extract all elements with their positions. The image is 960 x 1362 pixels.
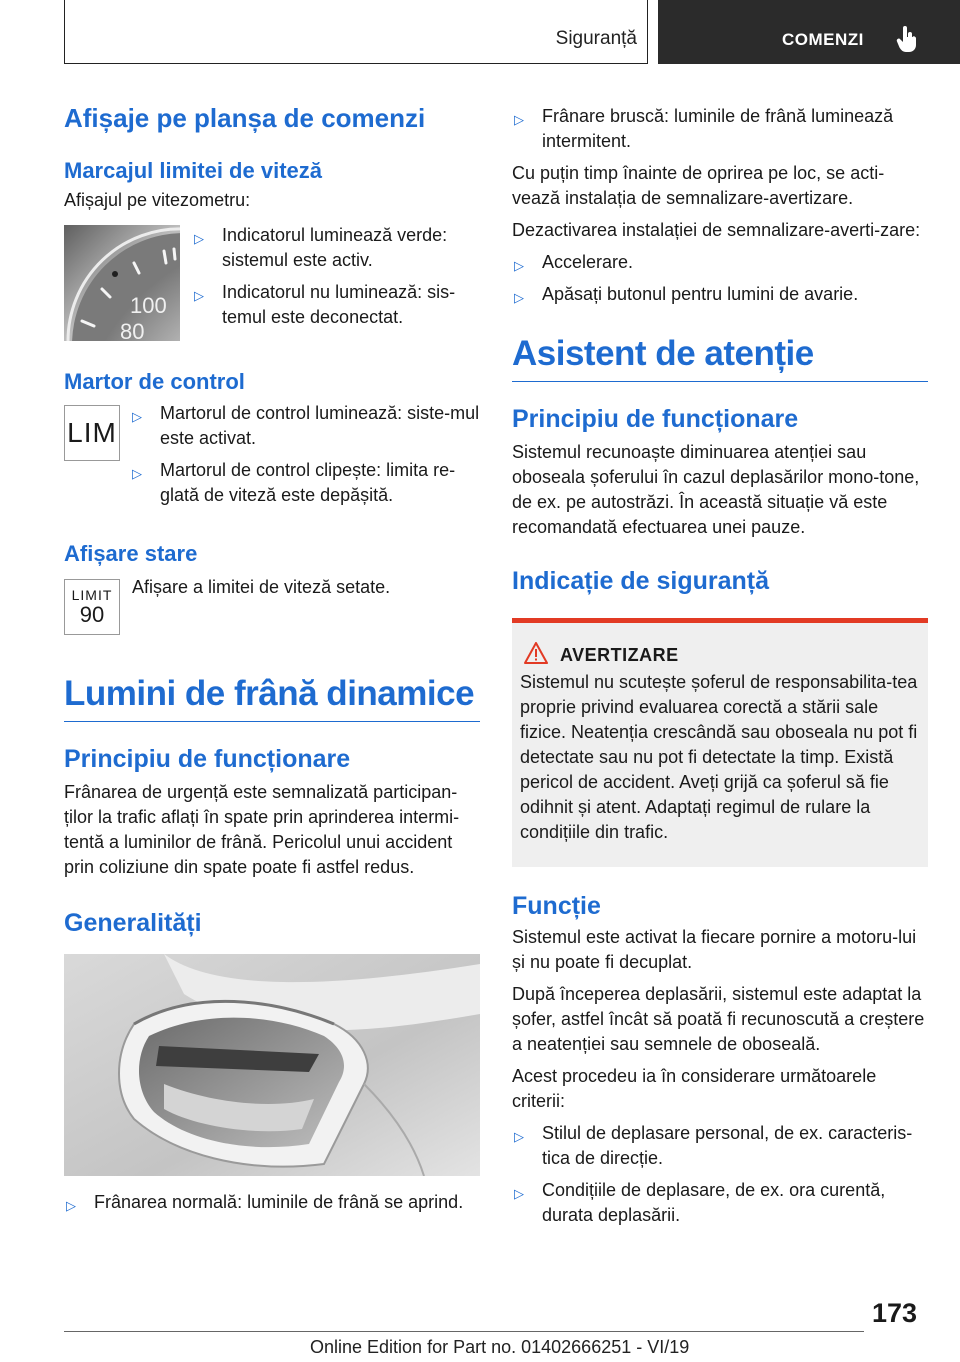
list-item: ▷ Stilul de deplasare personal, de ex. caracteris-tica de direcție. bbox=[514, 1123, 913, 1168]
triangle-bullet-icon: ▷ bbox=[514, 112, 524, 127]
list-item: ▷ Accelerare. bbox=[512, 250, 928, 275]
text-afisaj: Afișajul pe vitezometru: bbox=[64, 190, 251, 210]
heading-afisaje: Afișaje pe planșa de comenzi bbox=[64, 103, 426, 133]
speedo-row bbox=[64, 225, 480, 341]
stare-row bbox=[64, 579, 480, 635]
martor-bullet-list bbox=[130, 401, 480, 515]
triangle-bullet-icon: ▷ bbox=[66, 1198, 76, 1213]
header-chapter-tab[interactable] bbox=[658, 0, 960, 64]
text-p2: Dezactivarea instalației de semnalizare-averti-zare: bbox=[512, 220, 921, 240]
heading-lumini: Lumini de frână dinamice bbox=[64, 674, 475, 713]
triangle-bullet-icon: ▷ bbox=[194, 288, 204, 303]
warning-triangle-icon bbox=[524, 642, 548, 664]
list-item: ▷ Frânare bruscă: luminile de frână luminează intermitent. bbox=[514, 106, 894, 151]
speedo-80-label: 80 bbox=[120, 319, 145, 341]
heading-indicatie: Indicație de siguranță bbox=[512, 567, 770, 595]
header-section-label: Siguranță bbox=[555, 28, 637, 49]
heading-asistent: Asistent de atenție bbox=[512, 334, 814, 373]
triangle-bullet-icon: ▷ bbox=[514, 290, 524, 305]
general-bullet-list bbox=[64, 1190, 480, 1215]
warning-text: Sistemul nu scutește șoferul de responsabilita-tea proprie privind evaluarea corectă a stării sale fizice. Neatenția crescândă sau oboseala nu pot fi detectate sau nu pot fi detectate la timp. Există pericol de accident. Aveți grijă ca șoferul să fie odihnit și atent. Adaptați regimul de rulare la condițiile din trafic. bbox=[520, 672, 918, 842]
header-section-box bbox=[64, 0, 648, 64]
footer-divider bbox=[64, 1331, 864, 1332]
lim-indicator-icon: LIM bbox=[64, 405, 120, 461]
warning-box bbox=[512, 618, 928, 867]
top-bullet-list bbox=[512, 104, 928, 154]
text-p1: Cu puțin timp înainte de oprirea pe loc, se acti-vează instalația de semnalizare-avertizare. bbox=[512, 163, 885, 208]
text-stare: Afișare a limitei de viteză setate. bbox=[132, 577, 391, 597]
text-principiu-right: Sistemul recunoaște diminuarea atenției sau oboseala șoferului în cazul deplasărilor mono-tone, de ex. pe autostrăzi. În această situație vă este recomandată efectuarea unei pauze. bbox=[512, 442, 920, 537]
triangle-bullet-icon: ▷ bbox=[514, 258, 524, 273]
speedometer-image bbox=[64, 225, 180, 341]
text-functie1: Sistemul este activat la fiecare pornire a motoru-lui și nu poate fi decuplat. bbox=[512, 927, 917, 972]
triangle-bullet-icon: ▷ bbox=[132, 466, 142, 481]
heading-general: Generalități bbox=[64, 909, 202, 937]
header-chapter-label: COMENZI bbox=[782, 30, 864, 49]
warning-title: AVERTIZARE bbox=[560, 645, 920, 666]
heading-principiu-left: Principiu de funcționare bbox=[64, 745, 351, 773]
footer-edition: Online Edition for Part no. 01402666251 - VI/19 bbox=[310, 1337, 690, 1357]
list-item: ▷ Martorul de control luminează: siste-mul este activat. bbox=[132, 403, 480, 448]
heading-marcaj: Marcajul limitei de viteză bbox=[64, 158, 322, 183]
triangle-bullet-icon: ▷ bbox=[514, 1186, 524, 1201]
hand-pointer-icon bbox=[896, 26, 920, 52]
heading-principiu-right: Principiu de funcționare bbox=[512, 405, 799, 433]
heading-lumini-block bbox=[64, 673, 480, 722]
speedo-100-label: 100 bbox=[130, 293, 167, 318]
list-item: ▷ Martorul de control clipește: limita re-glată de viteză este depășită. bbox=[132, 460, 456, 505]
brake-light-image bbox=[64, 954, 480, 1176]
triangle-bullet-icon: ▷ bbox=[194, 231, 204, 246]
list-item: ▷ Indicatorul luminează verde: sistemul este activ. bbox=[194, 225, 448, 270]
heading-asistent-block bbox=[512, 333, 928, 382]
triangle-bullet-icon: ▷ bbox=[514, 1129, 524, 1144]
heading-functie: Funcție bbox=[512, 892, 601, 920]
heading-martor: Martor de control bbox=[64, 369, 245, 394]
criteria-bullet-list bbox=[512, 1121, 928, 1228]
text-principiu-left: Frânarea de urgență este semnalizată participan-ților la trafic aflați în spate prin aprinderea intermi-tentă a luminilor de frână. Pericolul unui accident prin coliziune din spate poate fi astfel redus. bbox=[64, 782, 460, 877]
limit-90-icon: LIMIT 90 bbox=[64, 579, 120, 635]
list-item: ▷ Indicatorul nu luminează: sis-temul este deconectat. bbox=[194, 282, 456, 327]
list-item: ▷ Condițiile de deplasare, de ex. ora curentă, durata deplasării. bbox=[514, 1180, 886, 1225]
triangle-bullet-icon: ▷ bbox=[132, 409, 142, 424]
martor-row bbox=[64, 405, 480, 515]
speedo-bullet-list bbox=[192, 223, 480, 337]
list-item: ▷ Apăsați butonul pentru lumini de avarie. bbox=[512, 282, 928, 307]
list-item: ▷ Frânarea normală: luminile de frână se aprind. bbox=[64, 1190, 480, 1215]
text-functie3: Acest procedeu ia în considerare următoarele criterii: bbox=[512, 1066, 877, 1111]
right-column bbox=[512, 100, 928, 1235]
heading-stare: Afișare stare bbox=[64, 541, 198, 566]
left-column bbox=[64, 100, 480, 1222]
text-functie2: După începerea deplasării, sistemul este adaptat la șofer, astfel încât să poată fi recunoscută a creștere a neatenției sau semnele de oboseală. bbox=[512, 984, 925, 1054]
page-number: 173 bbox=[872, 1298, 918, 1328]
deact-bullet-list bbox=[512, 250, 928, 307]
